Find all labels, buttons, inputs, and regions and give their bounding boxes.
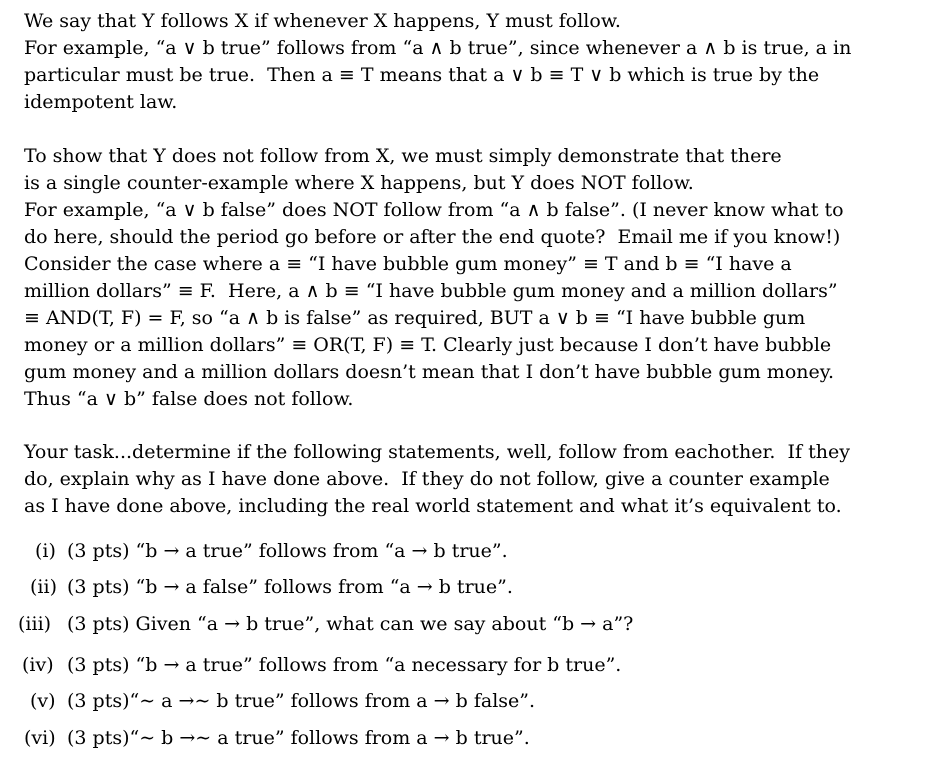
text-line: particular must be true. Then a ≡ T means that a ∨ b ≡ T ∨ b which is true by the bbox=[24, 64, 820, 86]
question-text: (3 pts)“∼ b →∼ a true” follows from a → b true”. bbox=[67, 727, 530, 749]
text-line: is a single counter-example where X happens, but Y does NOT follow. bbox=[24, 172, 694, 194]
text-line: do here, should the period go before or after the end quote? Email me if you know!) bbox=[24, 226, 841, 248]
text-line: idempotent law. bbox=[24, 91, 178, 113]
text-line: To show that Y does not follow from X, we must simply demonstrate that there bbox=[24, 145, 782, 167]
question-number: (i) bbox=[35, 540, 56, 562]
text-line: money or a million dollars” ≡ OR(T, F) ≡ T. Clearly just because I don’t have bubble bbox=[24, 334, 832, 356]
text-line: For example, “a ∨ b true” follows from “a ∧ b true”, since whenever a ∧ b is true, a in bbox=[24, 37, 852, 59]
question-number: (vi) bbox=[24, 727, 56, 749]
question-text: (3 pts) “b → a true” follows from “a → b true”. bbox=[67, 540, 508, 562]
question-number: (iii) bbox=[18, 613, 52, 635]
question-number: (v) bbox=[30, 690, 56, 712]
text-line: Thus “a ∨ b” false does not follow. bbox=[24, 388, 354, 410]
text-line: Your task...determine if the following statements, well, follow from eachother. If they bbox=[24, 441, 850, 463]
text-line: ≡ AND(T, F) = F, so “a ∧ b is false” as required, BUT a ∨ b ≡ “I have bubble gum bbox=[24, 307, 806, 329]
question-text: (3 pts) Given “a → b true”, what can we say about “b → a”? bbox=[67, 613, 634, 635]
question-text: (3 pts) “b → a false” follows from “a → b true”. bbox=[67, 576, 513, 598]
question-number: (iv) bbox=[22, 654, 54, 676]
text-line: For example, “a ∨ b false” does NOT follow from “a ∧ b false”. (I never know what to bbox=[24, 199, 844, 221]
question-text: (3 pts)“∼ a →∼ b true” follows from a → b false”. bbox=[67, 690, 536, 712]
text-line: million dollars” ≡ F. Here, a ∧ b ≡ “I have bubble gum money and a million dollars” bbox=[24, 280, 838, 302]
text-line: Consider the case where a ≡ “I have bubble gum money” ≡ T and b ≡ “I have a bbox=[24, 253, 792, 275]
question-text: (3 pts) “b → a true” follows from “a necessary for b true”. bbox=[67, 654, 622, 676]
text-line: gum money and a million dollars doesn’t mean that I don’t have bubble gum money. bbox=[24, 361, 834, 383]
question-number: (ii) bbox=[30, 576, 57, 598]
text-line: do, explain why as I have done above. If they do not follow, give a counter example bbox=[24, 468, 830, 490]
text-line: We say that Y follows X if whenever X happens, Y must follow. bbox=[24, 10, 621, 32]
text-line: as I have done above, including the real world statement and what it’s equivalent to. bbox=[24, 495, 842, 517]
